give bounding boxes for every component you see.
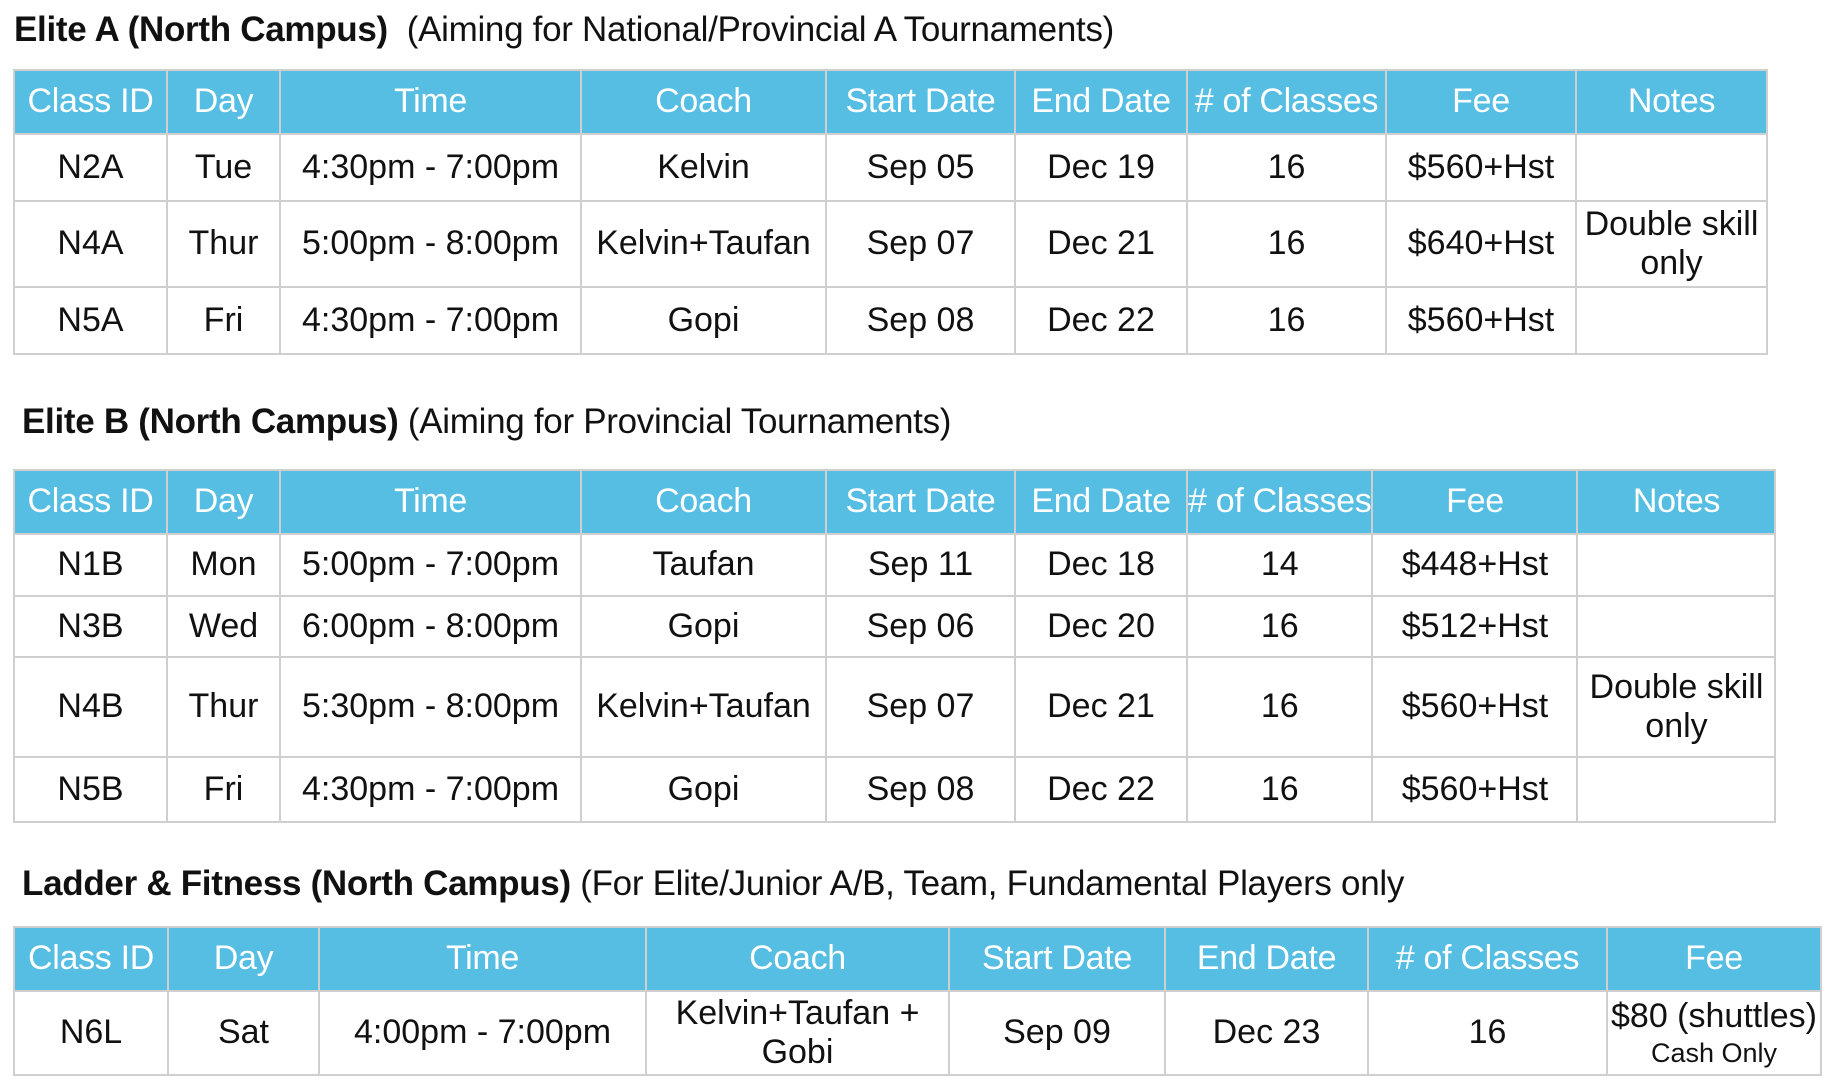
column-header-day: Day	[167, 70, 280, 134]
column-header-fee: Fee	[1607, 927, 1821, 991]
cell-num-classes: 16	[1368, 991, 1607, 1075]
column-header-class-id: Class ID	[14, 927, 168, 991]
cell-coach: Gopi	[581, 287, 826, 354]
elite-b-table	[13, 469, 1776, 823]
cell-notes: Double skill only	[1577, 657, 1775, 757]
cell-start-date: Sep 09	[949, 991, 1165, 1075]
table-row	[14, 201, 1767, 287]
table-row	[14, 657, 1775, 757]
cell-day: Tue	[167, 134, 280, 201]
cell-day: Fri	[167, 757, 280, 822]
cell-end-date: Dec 18	[1015, 534, 1187, 596]
cell-coach: Gopi	[581, 596, 826, 657]
table-header-row	[14, 927, 1821, 991]
cell-day: Thur	[167, 657, 280, 757]
cell-end-date: Dec 19	[1015, 134, 1187, 201]
column-header-num-classes: # of Classes	[1368, 927, 1607, 991]
cell-class-id: N4A	[14, 201, 167, 287]
cell-end-date: Dec 22	[1015, 757, 1187, 822]
column-header-start-date: Start Date	[826, 70, 1015, 134]
column-header-coach: Coach	[646, 927, 949, 991]
cell-start-date: Sep 07	[826, 657, 1015, 757]
cell-class-id: N4B	[14, 657, 167, 757]
cell-coach: Kelvin+Taufan	[581, 201, 826, 287]
cell-start-date: Sep 08	[826, 757, 1015, 822]
column-header-time: Time	[280, 70, 581, 134]
column-header-class-id: Class ID	[14, 70, 167, 134]
cell-start-date: Sep 07	[826, 201, 1015, 287]
column-header-coach: Coach	[581, 470, 826, 534]
cell-time: 6:00pm - 8:00pm	[280, 596, 581, 657]
cell-end-date: Dec 21	[1015, 201, 1187, 287]
fee-note: Cash Only	[1650, 1038, 1778, 1069]
column-header-fee: Fee	[1386, 70, 1576, 134]
column-header-time: Time	[319, 927, 646, 991]
cell-num-classes: 14	[1187, 534, 1372, 596]
cell-day: Wed	[167, 596, 280, 657]
cell-start-date: Sep 05	[826, 134, 1015, 201]
column-header-class-id: Class ID	[14, 470, 167, 534]
cell-num-classes: 16	[1187, 201, 1386, 287]
ladder-fitness-title-bold: Ladder & Fitness (North Campus)	[22, 864, 571, 903]
cell-notes	[1577, 757, 1775, 822]
elite-a-title-rest: (Aiming for National/Provincial A Tournaments)	[387, 10, 1114, 49]
cell-day: Thur	[167, 201, 280, 287]
cell-end-date: Dec 21	[1015, 657, 1187, 757]
cell-notes: Double skill only	[1576, 201, 1767, 287]
ladder-fitness-title	[22, 864, 1404, 904]
cell-end-date: Dec 23	[1165, 991, 1368, 1075]
table-row	[14, 757, 1775, 822]
cell-coach: Kelvin+Taufan + Gobi	[646, 991, 949, 1075]
cell-num-classes: 16	[1187, 287, 1386, 354]
cell-notes	[1576, 287, 1767, 354]
table-row	[14, 134, 1767, 201]
cell-notes	[1577, 534, 1775, 596]
table-header-row	[14, 470, 1775, 534]
column-header-end-date: End Date	[1015, 70, 1187, 134]
cell-day: Mon	[167, 534, 280, 596]
column-header-end-date: End Date	[1165, 927, 1368, 991]
column-header-num-classes: # of Classes	[1187, 470, 1372, 534]
cell-class-id: N1B	[14, 534, 167, 596]
cell-coach: Kelvin	[581, 134, 826, 201]
cell-time: 4:30pm - 7:00pm	[280, 757, 581, 822]
column-header-fee: Fee	[1372, 470, 1577, 534]
cell-time: 5:30pm - 8:00pm	[280, 657, 581, 757]
cell-start-date: Sep 08	[826, 287, 1015, 354]
cell-day: Fri	[167, 287, 280, 354]
cell-num-classes: 16	[1187, 596, 1372, 657]
cell-day: Sat	[168, 991, 319, 1075]
cell-fee: $512+Hst	[1372, 596, 1577, 657]
cell-end-date: Dec 22	[1015, 287, 1187, 354]
column-header-day: Day	[167, 470, 280, 534]
elite-a-title	[14, 10, 1114, 50]
table-row	[14, 596, 1775, 657]
elite-a-title-bold: Elite A (North Campus)	[14, 10, 388, 49]
cell-start-date: Sep 06	[826, 596, 1015, 657]
ladder-fitness-table	[13, 926, 1822, 1076]
elite-b-title-bold: Elite B (North Campus)	[22, 402, 399, 441]
column-header-day: Day	[168, 927, 319, 991]
cell-fee: $560+Hst	[1386, 134, 1576, 201]
cell-coach: Taufan	[581, 534, 826, 596]
cell-class-id: N5B	[14, 757, 167, 822]
elite-b-title	[22, 402, 951, 442]
cell-time: 4:30pm - 7:00pm	[280, 134, 581, 201]
cell-class-id: N3B	[14, 596, 167, 657]
fee-amount: $80 (shuttles)	[1611, 996, 1817, 1035]
column-header-end-date: End Date	[1015, 470, 1187, 534]
column-header-start-date: Start Date	[949, 927, 1165, 991]
column-header-time: Time	[280, 470, 581, 534]
cell-class-id: N2A	[14, 134, 167, 201]
cell-num-classes: 16	[1187, 134, 1386, 201]
cell-start-date: Sep 11	[826, 534, 1015, 596]
cell-time: 5:00pm - 8:00pm	[280, 201, 581, 287]
column-header-coach: Coach	[581, 70, 826, 134]
elite-b-title-rest: (Aiming for Provincial Tournaments)	[398, 402, 952, 441]
cell-time: 5:00pm - 7:00pm	[280, 534, 581, 596]
cell-time: 4:00pm - 7:00pm	[319, 991, 646, 1075]
cell-class-id: N5A	[14, 287, 167, 354]
cell-coach: Kelvin+Taufan	[581, 657, 826, 757]
cell-notes	[1576, 134, 1767, 201]
ladder-fitness-title-rest: (For Elite/Junior A/B, Team, Fundamental Players only	[570, 864, 1405, 903]
table-row	[14, 534, 1775, 596]
table-header-row	[14, 70, 1767, 134]
cell-num-classes: 16	[1187, 657, 1372, 757]
cell-end-date: Dec 20	[1015, 596, 1187, 657]
cell-fee: $560+Hst	[1372, 657, 1577, 757]
cell-fee: $448+Hst	[1372, 534, 1577, 596]
cell-fee: $560+Hst	[1386, 287, 1576, 354]
cell-notes	[1577, 596, 1775, 657]
column-header-num-classes: # of Classes	[1187, 70, 1386, 134]
table-row	[14, 287, 1767, 354]
cell-num-classes: 16	[1187, 757, 1372, 822]
column-header-notes: Notes	[1577, 470, 1775, 534]
cell-fee	[1607, 991, 1821, 1075]
cell-coach: Gopi	[581, 757, 826, 822]
column-header-notes: Notes	[1576, 70, 1767, 134]
cell-class-id: N6L	[14, 991, 168, 1075]
table-row	[14, 991, 1821, 1075]
cell-fee: $560+Hst	[1372, 757, 1577, 822]
cell-time: 4:30pm - 7:00pm	[280, 287, 581, 354]
elite-a-table	[13, 69, 1768, 355]
cell-fee: $640+Hst	[1386, 201, 1576, 287]
column-header-start-date: Start Date	[826, 470, 1015, 534]
